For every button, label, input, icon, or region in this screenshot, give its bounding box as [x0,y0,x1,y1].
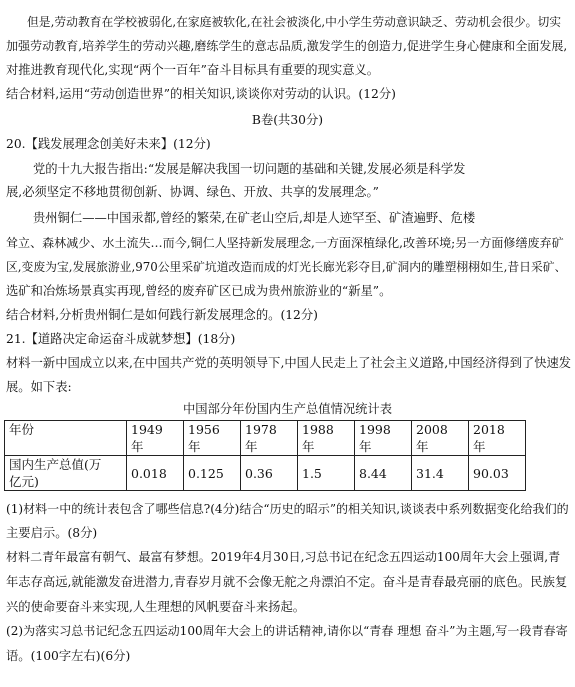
section-title: B卷(共30分) [251,113,324,127]
year-cell: 1956 年 [184,421,241,456]
row-label: 国内生产总值(万 亿元) [5,456,127,491]
paragraph-line: 年志存高远,就能激发奋进潜力,青春岁月就不会像无舵之舟漂泊不定。奋斗是青春最亮丽的底色。民族复 [6,575,568,589]
paragraph-line: 材料二青年最富有朝气、最富有梦想。2019年4月30日,习总书记在纪念五四运动100周年大会上强调,青 [6,550,561,564]
paragraph-line: 贵州铜仁——中国汞都,曾经的繁荣,在矿老山空后,却是人迹罕至、矿渣遍野、危楼 [33,211,476,225]
table-header-row [5,421,526,456]
header-label: 年份 [5,421,127,456]
question-text: 主要启示。(8分) [6,526,98,540]
paragraph-line: 兴的使命要奋斗来实现,人生理想的风帆要奋斗来扬起。 [6,600,306,614]
year-cell: 1949 年 [127,421,184,456]
gdp-table [4,420,526,491]
year-cell: 1988 年 [298,421,355,456]
paragraph-line: 材料一新中国成立以来,在中国共产党的英明领导下,中国人民走上了社会主义道路,中国经济得到了快速发 [6,356,572,370]
question-text: 结合材料,分析贵州铜仁是如何践行新发展理念的。(12分) [6,308,318,322]
question-text: 结合材料,运用“劳动创造世界”的相关知识,谈谈你对劳动的认识。(12分) [6,87,396,101]
question-title: 20.【践发展理念创美好未来】(12分) [6,137,211,151]
table-row [5,456,526,491]
gdp-value: 0.018 [127,456,184,491]
gdp-value: 31.4 [412,456,469,491]
table-caption: 中国部分年份国内生产总值情况统计表 [182,402,393,416]
year-cell: 2018 年 [469,421,526,456]
gdp-value: 0.36 [241,456,298,491]
year-cell: 1978 年 [241,421,298,456]
question-text: (2)为落实习总书记纪念五四运动100周年大会上的讲话精神,请你以“青春 理想 奋斗”为主题,写一段青春寄 [6,624,568,638]
gdp-value: 8.44 [355,456,412,491]
paragraph-line: 展。如下表: [6,380,72,394]
question-text: (1)材料一中的统计表包含了哪些信息?(4分)结合“历史的昭示”的相关知识,谈谈表中系列数据变化给我们的 [6,502,569,516]
paragraph-line: 展,必须坚定不移地贯彻创新、协调、绿色、开放、共享的发展理念。” [6,185,379,199]
question-text: 语。(100字左右)(6分) [6,649,131,663]
year-cell: 2008 年 [412,421,469,456]
year-cell: 1998 年 [355,421,412,456]
gdp-value: 1.5 [298,456,355,491]
paragraph-line: 党的十九大报告指出:“发展是解决我国一切问题的基础和关键,发展必须是科学发 [33,162,466,176]
gdp-value: 0.125 [184,456,241,491]
paragraph-line: 区,变废为宝,发展旅游业,970公里采矿坑道改造而成的灯光长廊光彩夺目,矿洞内的雕塑栩栩如生,昔日采矿、 [6,260,567,274]
paragraph-line: 但是,劳动教育在学校被弱化,在家庭被软化,在社会被淡化,中小学生劳动意识缺乏、劳动机会很少。切实 [27,15,562,29]
gdp-value: 90.03 [469,456,526,491]
paragraph-line: 选矿和冶炼场景真实再现,曾经的废弃矿区已成为贵州旅游业的“新星”。 [6,284,392,298]
question-title: 21.【道路决定命运奋斗成就梦想】(18分) [6,332,236,346]
paragraph-line: 加强劳动教育,培养学生的劳动兴趣,磨练学生的意志品质,激发学生的创造力,促进学生身心健康和全面发展, [6,39,568,53]
paragraph-line: 耸立、森林减少、水土流失…而今,铜仁人坚持新发展理念,一方面深植绿化,改善环境;另一方面修缮废弃矿 [6,236,564,250]
paragraph-line: 对推进教育现代化,实现“两个一百年”奋斗目标具有重要的现实意义。 [6,63,380,77]
